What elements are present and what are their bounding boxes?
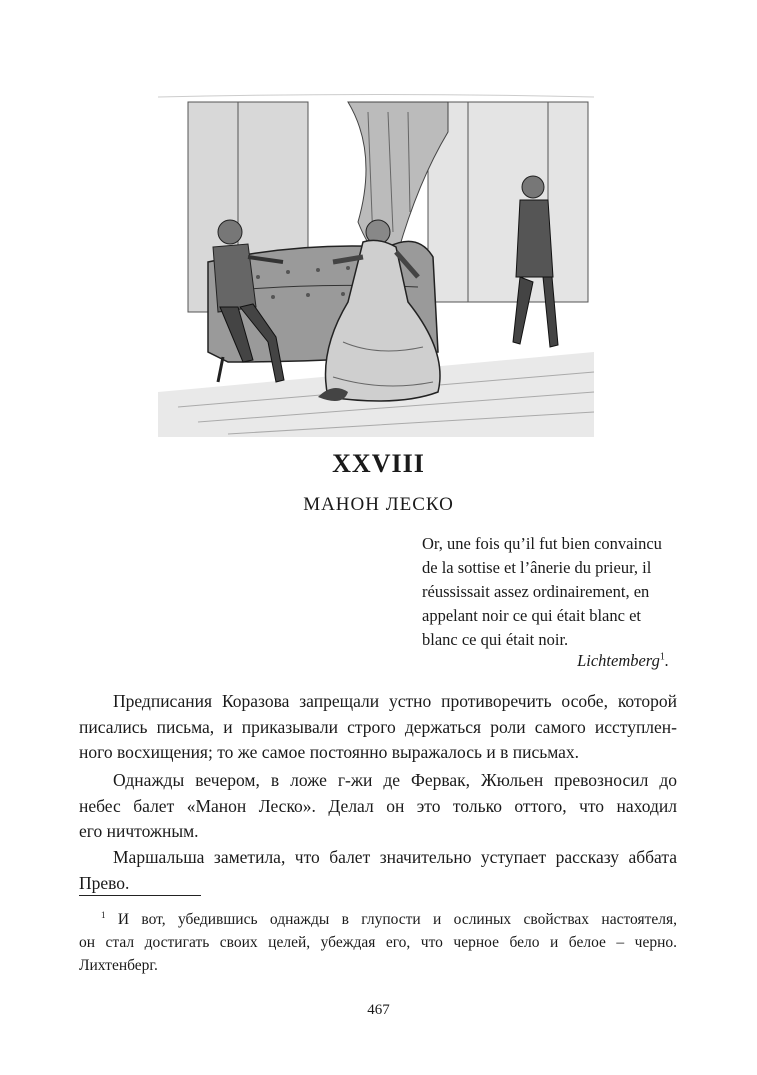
chapter-number: XXVIII xyxy=(332,449,425,478)
paragraph-line: его ничтожным. xyxy=(79,821,199,841)
footnote-divider xyxy=(79,895,201,896)
epigraph-line: réussissait assez ordinairement, en xyxy=(422,582,650,601)
epigraph-line: appelant noir ce qui était blanc et xyxy=(422,606,641,625)
epigraph-line: blanc ce qui était noir. xyxy=(422,630,569,649)
footnote-marker[interactable]: 1 xyxy=(659,651,665,663)
paragraph-line: Маршальша заметила, что балет значительно уступает рассказу аббата xyxy=(113,847,677,867)
paragraph-line: небес балет «Манон Леско». Делал он это только оттого, что находил xyxy=(79,795,677,816)
epigraph-line: Or, une fois qu’il fut bien convaincu xyxy=(422,534,662,553)
paragraph xyxy=(79,768,677,845)
paragraph-line: писались письма, и приказывали строго держаться роли самого исступлен- xyxy=(79,716,677,737)
page-number: 467 xyxy=(367,1002,390,1018)
footnote xyxy=(79,904,677,977)
footnote-mark: 1 xyxy=(101,910,106,920)
engraving-illustration-icon xyxy=(148,92,604,437)
chapter-illustration xyxy=(148,92,604,437)
epigraph-source-end: . xyxy=(664,651,669,670)
chapter-title: МАНОН ЛЕСКО xyxy=(303,494,454,515)
epigraph-source-name: Lichtemberg xyxy=(577,651,660,670)
paragraph-line: Прево. xyxy=(79,872,130,893)
epigraph-line: de la sottise et l’ânerie du prieur, il xyxy=(422,558,652,577)
paragraph xyxy=(79,845,677,896)
epigraph-source xyxy=(577,651,669,671)
footnote-line: он стал достигать своих целей, убеждая его, что черное бело и белое – черно. xyxy=(79,934,677,952)
paragraph-line: Однажды вечером, в ложе г-жи де Фервак, Жюльен превозносил до xyxy=(113,770,677,790)
footnote-text: И вот, убедившись однажды в глупости и ослиных свойствах настоятеля, xyxy=(117,911,678,929)
paragraph-line: Предписания Коразова запрещали устно противоречить особе, которой xyxy=(113,691,677,711)
paragraph xyxy=(79,689,677,766)
paragraph-line: ного восхищения; то же самое постоянно выражалось и в письмах. xyxy=(79,742,580,762)
footnote-line xyxy=(79,904,677,931)
epigraph xyxy=(422,532,682,652)
footnote-line: Лихтенберг. xyxy=(79,957,158,975)
